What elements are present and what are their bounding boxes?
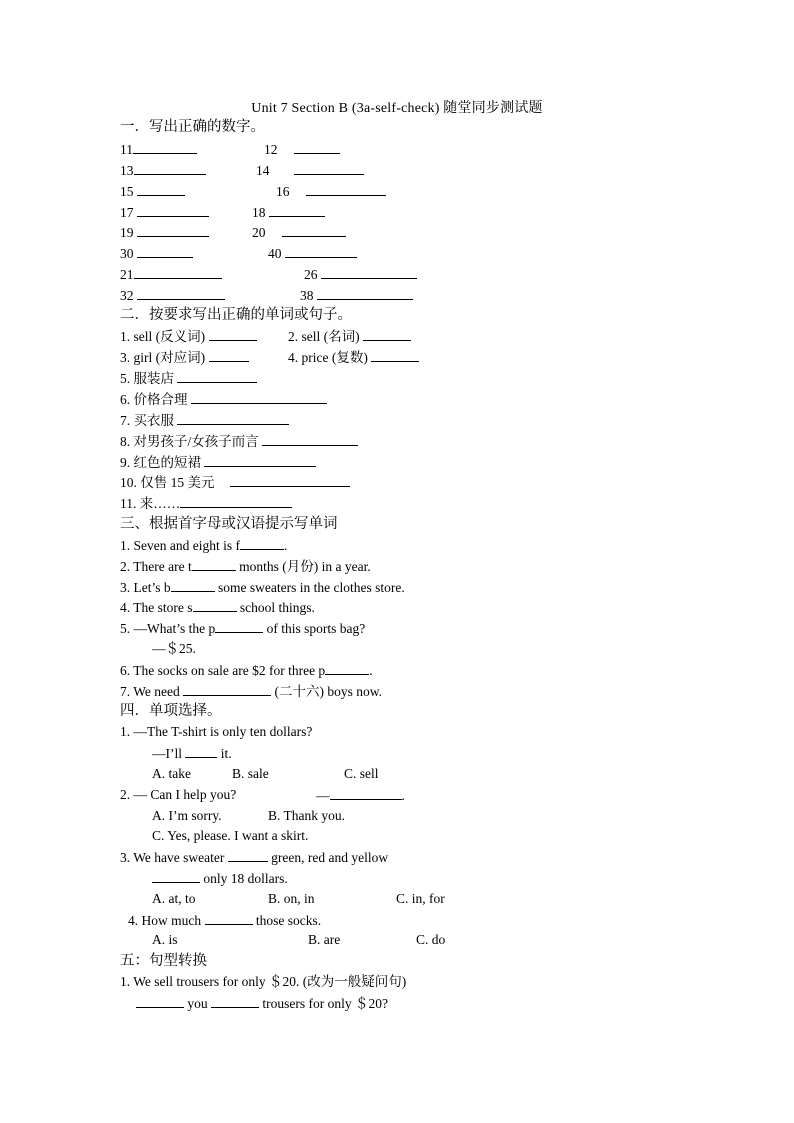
question-text: (二十六) boys now.	[274, 684, 383, 699]
choice-question-stem	[120, 847, 388, 867]
page-title: Unit 7 Section B (3a-self-check) 随堂同步测试题	[251, 101, 543, 116]
option-a[interactable]: A. at, to	[152, 891, 196, 906]
question-text: of this sports bag?	[266, 621, 366, 636]
word-pair-row	[120, 326, 520, 346]
answer-blank[interactable]	[285, 243, 357, 258]
answer-blank[interactable]	[228, 847, 268, 862]
question-text: those socks.	[255, 913, 322, 928]
option-a[interactable]: A. is	[152, 932, 178, 947]
question-label: 5. 服装店	[120, 371, 174, 386]
answer-blank[interactable]	[240, 535, 284, 550]
answer-blank[interactable]	[177, 368, 257, 383]
choice-question-reply	[152, 743, 232, 763]
number-label: 21	[120, 267, 134, 282]
question-label: 11. 来……	[120, 496, 181, 511]
number-label: 16	[276, 184, 290, 199]
question-line	[120, 410, 289, 430]
answer-blank[interactable]	[137, 222, 209, 237]
number-label: 12	[264, 142, 278, 157]
fill-question	[120, 535, 287, 555]
answer-blank[interactable]	[269, 202, 325, 217]
option-b[interactable]: B. sale	[232, 766, 269, 781]
number-pair-row	[120, 285, 520, 305]
question-text: 2. There are t	[120, 559, 192, 574]
answer-blank[interactable]	[137, 285, 225, 300]
answer-blank[interactable]	[136, 993, 184, 1008]
question-label: 4. price (复数)	[288, 350, 368, 365]
question-line	[120, 493, 292, 513]
answer-blank[interactable]	[137, 181, 185, 196]
question-text: you	[187, 996, 208, 1011]
question-text: —	[316, 788, 330, 803]
answer-blank[interactable]	[193, 597, 237, 612]
fill-question	[120, 660, 373, 680]
question-line	[120, 431, 358, 451]
choice-options	[152, 764, 412, 784]
choice-question-line2	[152, 868, 288, 888]
question-label: 2. sell (名词)	[288, 329, 360, 344]
answer-blank[interactable]	[180, 493, 292, 508]
answer-blank[interactable]	[134, 264, 222, 279]
number-label: 18	[252, 205, 266, 220]
question-text: trousers for only ＄20?	[262, 996, 388, 1011]
answer-blank[interactable]	[205, 910, 253, 925]
number-label: 40	[268, 246, 282, 261]
question-text: only 18 dollars.	[203, 871, 288, 886]
answer-blank[interactable]	[191, 389, 327, 404]
question-label: 1. sell (反义词)	[120, 329, 206, 344]
question-text: some sweaters in the clothes store.	[218, 580, 405, 595]
answer-blank[interactable]	[294, 139, 340, 154]
answer-blank[interactable]	[371, 347, 419, 362]
answer-blank[interactable]	[204, 452, 316, 467]
section-1-heading: 一．写出正确的数字。	[120, 119, 265, 135]
question-line	[120, 452, 316, 472]
section-4-heading: 四．单项选择。	[120, 703, 222, 719]
option-c[interactable]: C. in, for	[396, 891, 445, 906]
question-text: 2. — Can I help you?	[120, 787, 237, 802]
answer-blank[interactable]	[209, 347, 249, 362]
question-label: 10. 仅售 15 美元	[120, 475, 215, 490]
answer-blank[interactable]	[215, 618, 263, 633]
question-text: school things.	[239, 600, 315, 615]
question-text: 4. The store s	[120, 600, 193, 615]
answer-blank[interactable]	[192, 556, 236, 571]
answer-blank[interactable]	[317, 285, 413, 300]
answer-blank[interactable]	[330, 785, 402, 800]
fill-question	[120, 556, 371, 576]
answer-blank[interactable]	[262, 431, 358, 446]
question-label: 7. 买衣服	[120, 413, 174, 428]
option-a[interactable]: A. take	[152, 766, 191, 781]
answer-blank[interactable]	[185, 743, 217, 758]
fill-question	[120, 577, 405, 597]
answer-blank[interactable]	[134, 160, 206, 175]
question-text: it.	[220, 746, 232, 761]
question-text: 6. The socks on sale are $2 for three p	[120, 663, 326, 678]
choice-question-stem: 2. — Can I help you? — .	[120, 787, 405, 803]
question-label: 6. 价格合理	[120, 392, 188, 407]
answer-blank[interactable]	[321, 264, 417, 279]
question-text: 4. How much	[128, 913, 202, 928]
number-label: 15	[120, 184, 134, 199]
number-label: 30	[120, 246, 134, 261]
number-label: 13	[120, 163, 134, 178]
choice-options	[152, 889, 452, 909]
option-a[interactable]: A. I’m sorry.	[152, 808, 222, 823]
answer-blank[interactable]	[137, 243, 193, 258]
number-label: 20	[252, 225, 266, 240]
question-text: green, red and yellow	[271, 850, 389, 865]
answer-blank[interactable]	[294, 160, 364, 175]
answer-blank[interactable]	[209, 326, 257, 341]
question-text: .	[283, 538, 288, 553]
section-3-heading: 三、根据首字母或汉语提示写单词	[120, 516, 338, 532]
question-line	[120, 368, 257, 388]
number-label: 17	[120, 205, 134, 220]
option-c[interactable]: C. sell	[344, 766, 379, 781]
question-text: 3. Let’s b	[120, 580, 171, 595]
transform-question: 1. We sell trousers for only ＄20. (改为一般疑问句)	[120, 974, 407, 989]
question-text: months (月份) in a year.	[239, 559, 371, 574]
fill-question	[120, 618, 365, 638]
number-pair-row	[120, 243, 520, 263]
question-text: .	[369, 663, 373, 678]
transform-answer-line	[136, 993, 388, 1013]
answer-blank[interactable]	[183, 681, 271, 696]
answer-blank[interactable]	[133, 139, 197, 154]
fill-question	[120, 681, 382, 701]
question-text: —I’ll	[152, 746, 182, 761]
fill-question	[120, 597, 315, 617]
section-2-heading: 二．按要求写出正确的单词或句子。	[120, 307, 352, 323]
number-label: 38	[300, 288, 314, 303]
option-b[interactable]: B. on, in	[268, 891, 315, 906]
answer-blank[interactable]	[152, 868, 200, 883]
choice-options	[152, 806, 412, 826]
section-5-heading: 五：句型转换	[120, 953, 207, 969]
number-label: 32	[120, 288, 134, 303]
answer-blank[interactable]	[171, 577, 215, 592]
answer-blank[interactable]	[282, 222, 346, 237]
word-pair-row	[120, 347, 520, 367]
number-pair-row	[120, 222, 520, 242]
question-text: 3. We have sweater	[120, 850, 225, 865]
choice-question-stem: 1. —The T-shirt is only ten dollars?	[120, 724, 313, 739]
number-pair-row	[120, 160, 520, 180]
question-line	[120, 389, 327, 409]
option-b[interactable]: B. Thank you.	[268, 808, 345, 823]
question-text: 1. Seven and eight is f	[120, 538, 240, 553]
question-text: 5. —What’s the p	[120, 621, 216, 636]
number-pair-row	[120, 202, 520, 222]
answer-blank[interactable]	[137, 202, 209, 217]
question-label: 3. girl (对应词)	[120, 350, 206, 365]
choice-question-stem	[128, 910, 321, 930]
question-line	[120, 472, 350, 492]
option-b[interactable]: B. are	[308, 932, 341, 947]
number-pair-row	[120, 264, 520, 284]
answer-blank[interactable]	[325, 660, 369, 675]
question-label: 9. 红色的短裙	[120, 455, 201, 470]
answer-blank[interactable]	[211, 993, 259, 1008]
choice-options	[152, 930, 452, 950]
answer-blank[interactable]	[230, 472, 350, 487]
number-pair-row	[120, 181, 520, 201]
answer-blank[interactable]	[306, 181, 386, 196]
answer-line: —＄25.	[152, 641, 196, 656]
question-label: 8. 对男孩子/女孩子而言	[120, 434, 259, 449]
option-c[interactable]: C. do	[416, 932, 446, 947]
answer-blank[interactable]	[363, 326, 411, 341]
option-c[interactable]: C. Yes, please. I want a skirt.	[152, 828, 309, 843]
number-label: 14	[256, 163, 270, 178]
number-pair-row	[120, 139, 520, 159]
number-label: 26	[304, 267, 318, 282]
number-label: 19	[120, 225, 134, 240]
answer-blank[interactable]	[177, 410, 289, 425]
question-text: 7. We need	[120, 684, 180, 699]
number-label: 11	[120, 142, 133, 157]
